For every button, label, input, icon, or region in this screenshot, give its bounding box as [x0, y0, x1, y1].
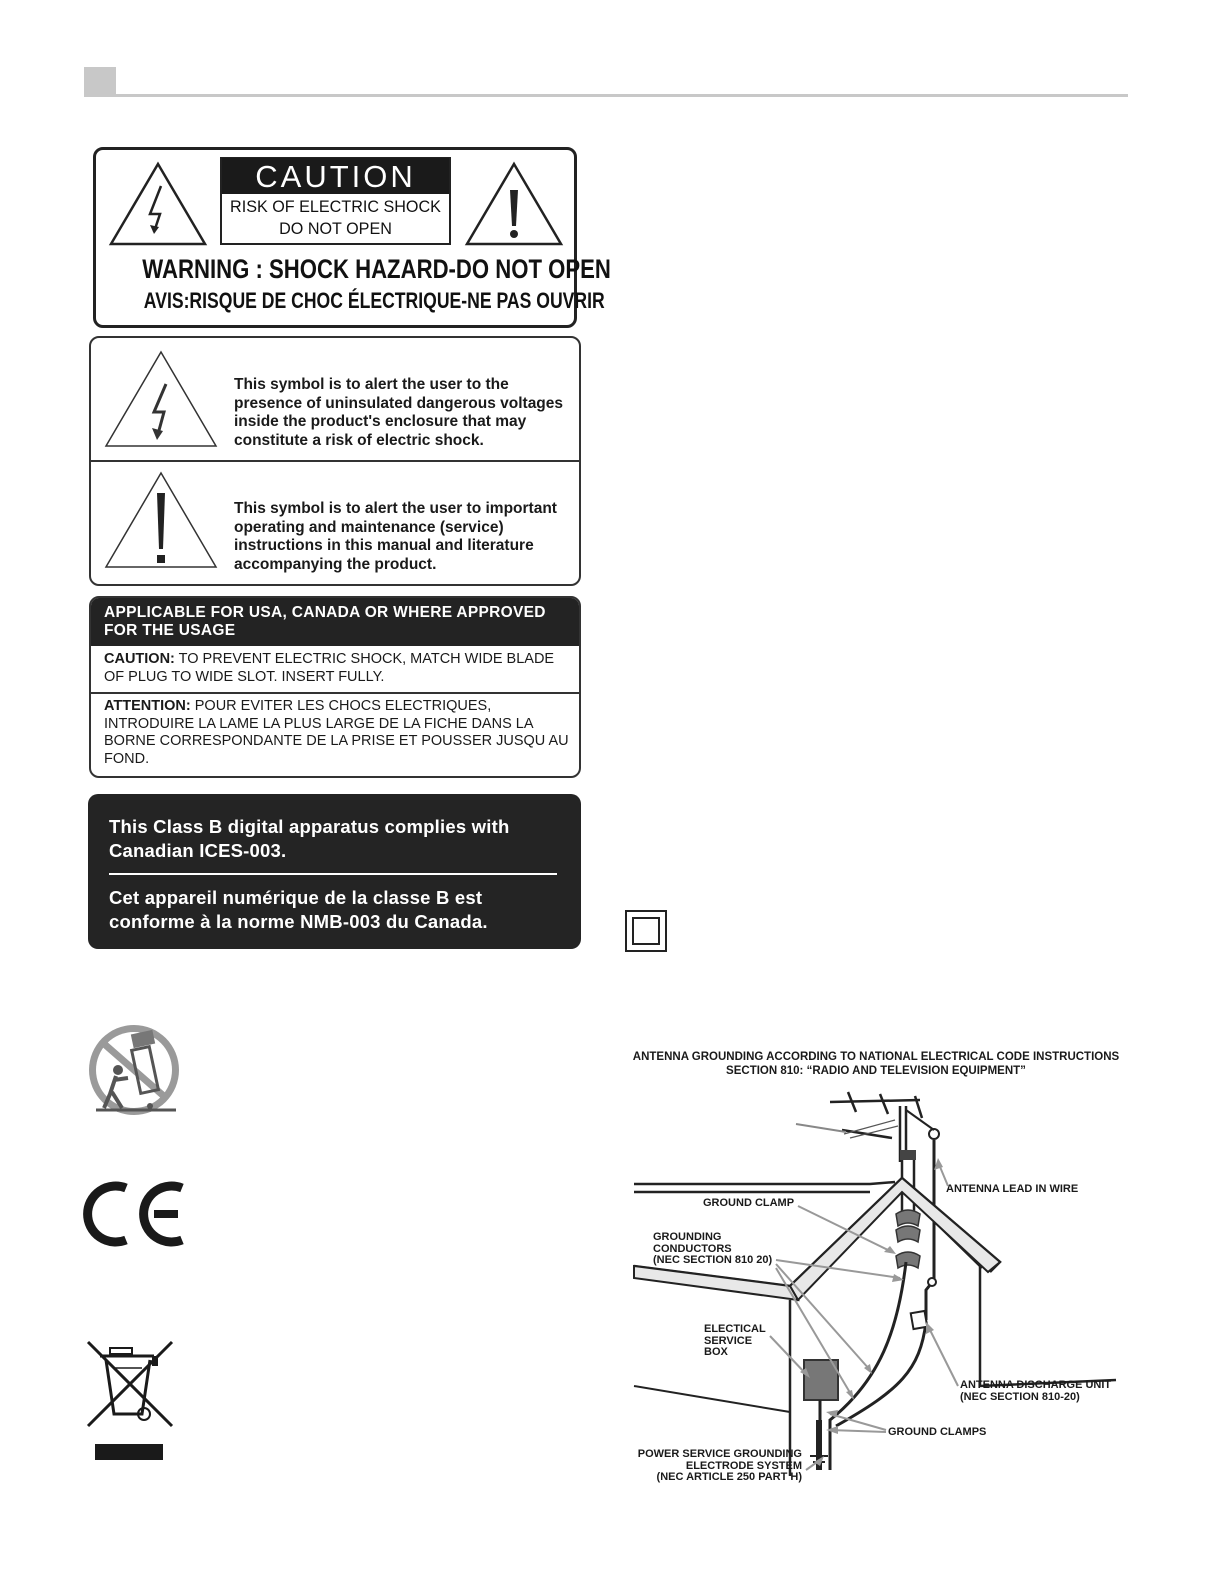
grounding-conductors-label: GROUNDING CONDUCTORS (NEC SECTION 810 20) [653, 1231, 773, 1266]
weee-crossed-bin-icon [84, 1338, 178, 1464]
caution-plug-text: CAUTION: TO PREVENT ELECTRIC SHOCK, MATCH WIDE BLADE OF PLUG TO WIDE SLOT. INSERT FULLY. [104, 651, 555, 685]
exclamation-triangle-icon [464, 160, 564, 248]
caution-subtitle: RISK OF ELECTRIC SHOCK DO NOT OPEN [230, 197, 441, 238]
class-b-french: Cet appareil numérique de la classe B est conforme à la norme NMB-003 du Canada. [109, 887, 488, 932]
class-b-english: This Class B digital apparatus complies with Canadian ICES-003. [109, 816, 510, 861]
header-square [84, 67, 116, 96]
ce-mark-icon [84, 1180, 186, 1248]
ground-clamp-label: GROUND CLAMP [703, 1197, 795, 1209]
lightning-triangle-icon [108, 160, 208, 248]
applicable-divider [91, 692, 579, 694]
header-rule [84, 94, 1128, 97]
service-box-label: ELECTICAL SERVICE BOX [704, 1323, 766, 1358]
cart-tip-over-warning-icon [84, 1022, 184, 1118]
warning-french: AVIS:RISQUE DE CHOC ÉLECTRIQUE-NE PAS OUVRIR [143, 288, 605, 313]
applicable-header-text: APPLICABLE FOR USA, CANADA OR WHERE APPROVED FOR THE USAGE [104, 604, 546, 639]
antenna-lead-label: ANTENNA LEAD IN WIRE [946, 1183, 1079, 1195]
lightning-symbol-icon [104, 350, 218, 450]
antenna-grounding-diagram [630, 1090, 1130, 1490]
antenna-diagram-title: ANTENNA GROUNDING ACCORDING TO NATIONAL ELECTRICAL CODE INSTRUCTIONS SECTION 810: “RADIO AND TELEVISION EQUIPMENT” [632, 1051, 1120, 1077]
symbols-divider [91, 460, 579, 462]
caution-title: CAUTION [222, 158, 449, 194]
power-service-label: POWER SERVICE GROUNDING ELECTRODE SYSTEM (NEC ARTICLE 250 PART H) [637, 1448, 802, 1483]
discharge-unit-label: ANTENNA DISCHARGE UNIT (NEC SECTION 810-20) [960, 1379, 1112, 1403]
class-b-divider [109, 873, 557, 875]
warning-english: WARNING : SHOCK HAZARD-DO NOT OPEN [142, 254, 611, 284]
class-ii-inner-square [632, 917, 660, 945]
ground-clamps-label: GROUND CLAMPS [888, 1426, 987, 1438]
exclamation-symbol-text: This symbol is to alert the user to important operating and maintenance (service) instructions in this manual and literature accompanying the product. [234, 500, 557, 573]
exclamation-symbol-icon [104, 471, 218, 571]
lightning-symbol-text: This symbol is to alert the user to the presence of uninsulated dangerous voltages inside the product's enclosure that may constitute a risk of electric shock. [234, 376, 564, 449]
attention-plug-text: ATTENTION: POUR EVITER LES CHOCS ELECTRIQUES, INTRODUIRE LA LAME LA PLUS LARGE DE LA FICHE DANS LA BORNE CORRESPONDANTE DE LA PRISE ET POUSSER JUSQU AU FOND. [104, 698, 569, 767]
